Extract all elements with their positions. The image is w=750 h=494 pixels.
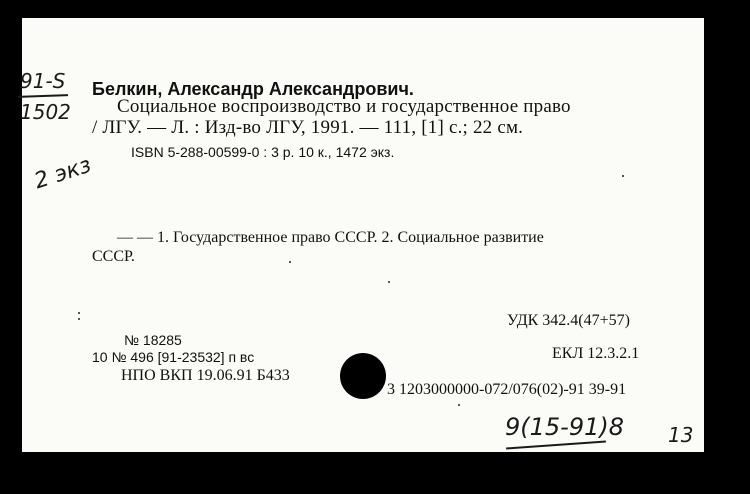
card-number: № 18285: [124, 332, 182, 348]
udc-code: УДК 342.4(47+57): [507, 312, 630, 329]
subjects-line-2: СССР.: [92, 248, 135, 265]
shelf-mark-top: 91-S: [20, 69, 66, 93]
author-heading: Белкин, Александр Александрович.: [92, 79, 414, 99]
corner-mark: 13: [668, 423, 694, 447]
shelf-mark-bottom: 1502: [20, 100, 71, 124]
ekl-code: ЕКЛ 12.3.2.1: [552, 345, 640, 362]
copies-note: 2 экз: [31, 152, 95, 195]
isbn-line: ISBN 5-288-00599-0 : 3 р. 10 к., 1472 экз.: [131, 144, 395, 160]
speck: [78, 312, 80, 314]
npo-line: НПО ВКП 19.06.91 Б433: [121, 367, 290, 384]
order-line: 10 № 496 [91-23532] п вс: [92, 349, 255, 365]
title-line-1: Социальное воспроизводство и государственное право: [117, 96, 571, 117]
subjects-line-1: — — 1. Государственное право СССР. 2. Социальное развитие: [117, 229, 544, 246]
speck: [622, 175, 624, 177]
price-code-line: 3 1203000000-072/076(02)-91 39-91: [387, 381, 627, 398]
punch-hole: [340, 353, 386, 399]
speck: [289, 261, 291, 263]
title-line-2: / ЛГУ. — Л. : Изд-во ЛГУ, 1991. — 111, [1] с.; 22 см.: [92, 117, 524, 138]
speck: [458, 404, 460, 406]
inventory-mark: 9(15-91)8: [505, 413, 625, 441]
speck: [388, 281, 390, 283]
speck: [78, 318, 80, 320]
